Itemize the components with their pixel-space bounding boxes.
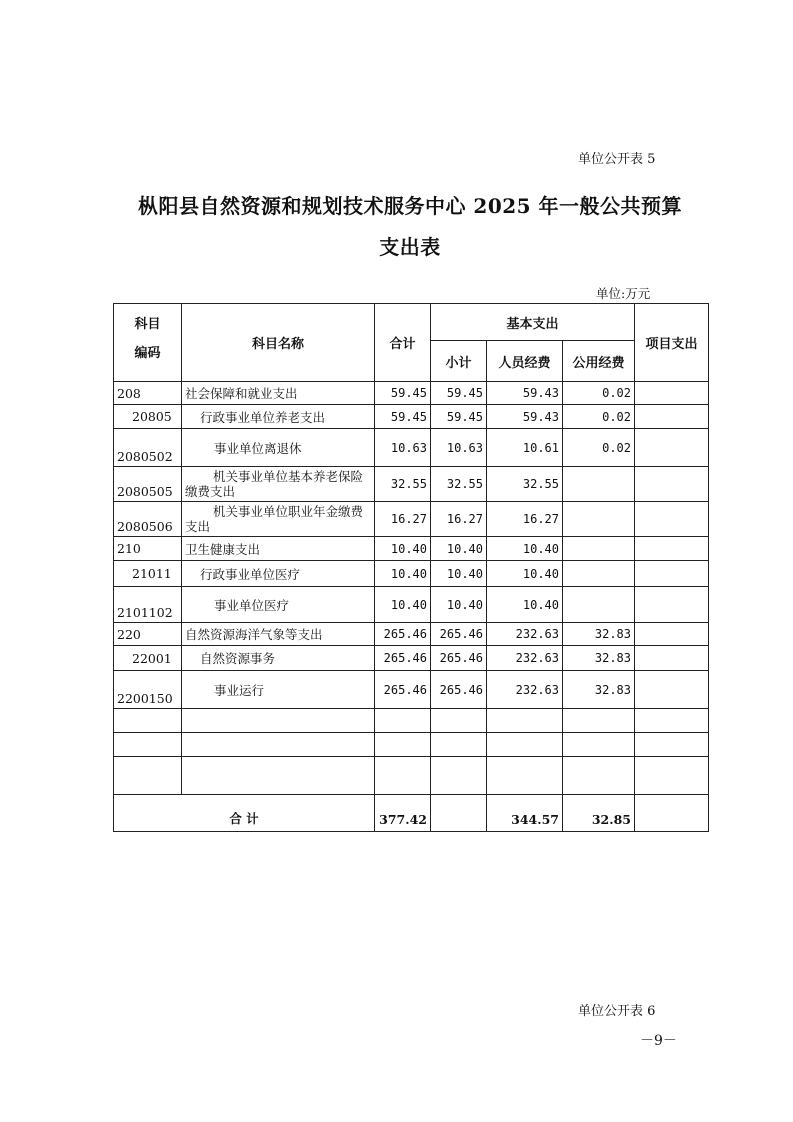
row-personnel: 232.63 [487, 623, 563, 646]
row-project [635, 537, 709, 561]
empty-cell [635, 733, 709, 757]
row-public [563, 467, 635, 502]
table-row [114, 429, 709, 467]
row-subtotal: 10.40 [431, 537, 487, 561]
row-code: 210 [114, 537, 182, 561]
total-public: 32.85 [563, 795, 635, 832]
row-total: 10.63 [375, 429, 431, 467]
empty-cell [375, 709, 431, 733]
row-name: 事业单位医疗 [182, 587, 375, 623]
empty-cell [487, 709, 563, 733]
unit-label: 单位:万元 [596, 286, 651, 301]
row-total: 265.46 [375, 671, 431, 709]
header-public: 公用经费 [563, 341, 635, 382]
empty-cell [114, 709, 182, 733]
table-row [114, 537, 709, 561]
row-name: 卫生健康支出 [182, 537, 375, 561]
row-personnel: 10.40 [487, 561, 563, 587]
empty-cell [635, 757, 709, 795]
row-public: 0.02 [563, 382, 635, 405]
row-project [635, 467, 709, 502]
table-row [114, 671, 709, 709]
header-name: 科目名称 [182, 304, 375, 382]
empty-cell [431, 757, 487, 795]
row-total: 59.45 [375, 405, 431, 429]
total-project [635, 795, 709, 832]
row-public: 32.83 [563, 671, 635, 709]
empty-cell [182, 733, 375, 757]
page-number: －9－ [640, 1033, 677, 1049]
empty-row [114, 733, 709, 757]
row-code: 2080502 [114, 429, 182, 467]
empty-cell [487, 757, 563, 795]
row-code: 22001 [114, 646, 182, 671]
empty-cell [487, 733, 563, 757]
row-name: 自然资源事务 [182, 646, 375, 671]
row-personnel: 10.40 [487, 587, 563, 623]
row-code: 2200150 [114, 671, 182, 709]
row-project [635, 405, 709, 429]
row-personnel: 32.55 [487, 467, 563, 502]
empty-cell [563, 757, 635, 795]
row-subtotal: 59.45 [431, 405, 487, 429]
row-name: 机关事业单位基本养老保险缴费支出 [182, 467, 375, 502]
empty-cell [375, 733, 431, 757]
row-code: 2101102 [114, 587, 182, 623]
row-name: 事业运行 [182, 671, 375, 709]
row-personnel: 10.40 [487, 537, 563, 561]
table-row [114, 502, 709, 537]
header-personnel: 人员经费 [487, 341, 563, 382]
table-row [114, 382, 709, 405]
header-project: 项目支出 [635, 304, 709, 382]
row-total: 10.40 [375, 587, 431, 623]
row-subtotal: 59.45 [431, 382, 487, 405]
empty-cell [114, 733, 182, 757]
row-code: 20805 [114, 405, 182, 429]
row-public: 32.83 [563, 623, 635, 646]
row-subtotal: 16.27 [431, 502, 487, 537]
row-total: 32.55 [375, 467, 431, 502]
row-personnel: 59.43 [487, 405, 563, 429]
table-row [114, 646, 709, 671]
row-project [635, 587, 709, 623]
table-row [114, 623, 709, 646]
empty-cell [563, 733, 635, 757]
row-subtotal: 32.55 [431, 467, 487, 502]
row-code: 220 [114, 623, 182, 646]
total-label: 合 计 [114, 795, 375, 832]
row-personnel: 232.63 [487, 646, 563, 671]
empty-cell [431, 709, 487, 733]
row-name: 机关事业单位职业年金缴费支出 [182, 502, 375, 537]
row-name: 行政事业单位养老支出 [182, 405, 375, 429]
total-personnel: 344.57 [487, 795, 563, 832]
row-name: 社会保障和就业支出 [182, 382, 375, 405]
row-subtotal: 10.63 [431, 429, 487, 467]
row-public: 32.83 [563, 646, 635, 671]
row-public [563, 561, 635, 587]
budget-table [113, 303, 709, 832]
row-total: 10.40 [375, 561, 431, 587]
row-total: 265.46 [375, 646, 431, 671]
empty-cell [182, 757, 375, 795]
header-code-line1: 科目 [134, 317, 161, 332]
row-subtotal: 10.40 [431, 587, 487, 623]
empty-cell [563, 709, 635, 733]
row-name: 事业单位离退休 [182, 429, 375, 467]
page-title-line2: 支出表 [379, 235, 441, 259]
header-subtotal: 小计 [431, 341, 487, 382]
row-code: 208 [114, 382, 182, 405]
header-code-line2: 编码 [134, 346, 161, 361]
row-public [563, 502, 635, 537]
row-project [635, 382, 709, 405]
empty-cell [114, 757, 182, 795]
empty-row [114, 709, 709, 733]
row-subtotal: 10.40 [431, 561, 487, 587]
row-public [563, 537, 635, 561]
row-project [635, 623, 709, 646]
row-name: 行政事业单位医疗 [182, 561, 375, 587]
header-code [114, 304, 182, 382]
row-total: 59.45 [375, 382, 431, 405]
empty-row [114, 757, 709, 795]
table-row [114, 587, 709, 623]
row-code: 2080506 [114, 502, 182, 537]
row-personnel: 10.61 [487, 429, 563, 467]
row-subtotal: 265.46 [431, 671, 487, 709]
row-name: 自然资源海洋气象等支出 [182, 623, 375, 646]
row-subtotal: 265.46 [431, 646, 487, 671]
total-subtotal [431, 795, 487, 832]
table-row [114, 467, 709, 502]
row-total: 265.46 [375, 623, 431, 646]
next-table-label: 单位公开表 6 [578, 1004, 656, 1019]
header-basic: 基本支出 [431, 304, 635, 341]
table-number-label: 单位公开表 5 [578, 152, 656, 167]
empty-cell [182, 709, 375, 733]
row-public [563, 587, 635, 623]
row-project [635, 561, 709, 587]
row-code: 21011 [114, 561, 182, 587]
total-total: 377.42 [375, 795, 431, 832]
row-project [635, 502, 709, 537]
empty-cell [635, 709, 709, 733]
row-total: 16.27 [375, 502, 431, 537]
row-public: 0.02 [563, 429, 635, 467]
row-project [635, 646, 709, 671]
row-personnel: 16.27 [487, 502, 563, 537]
row-subtotal: 265.46 [431, 623, 487, 646]
row-public: 0.02 [563, 405, 635, 429]
row-project [635, 429, 709, 467]
empty-cell [375, 757, 431, 795]
empty-cell [431, 733, 487, 757]
page-title: 枞阳县自然资源和规划技术服务中心 2025 年一般公共预算 [137, 194, 683, 218]
table-row [114, 405, 709, 429]
row-total: 10.40 [375, 537, 431, 561]
table-row [114, 561, 709, 587]
total-row [114, 795, 709, 832]
row-code: 2080505 [114, 467, 182, 502]
row-personnel: 59.43 [487, 382, 563, 405]
header-total: 合计 [375, 304, 431, 382]
row-personnel: 232.63 [487, 671, 563, 709]
row-project [635, 671, 709, 709]
